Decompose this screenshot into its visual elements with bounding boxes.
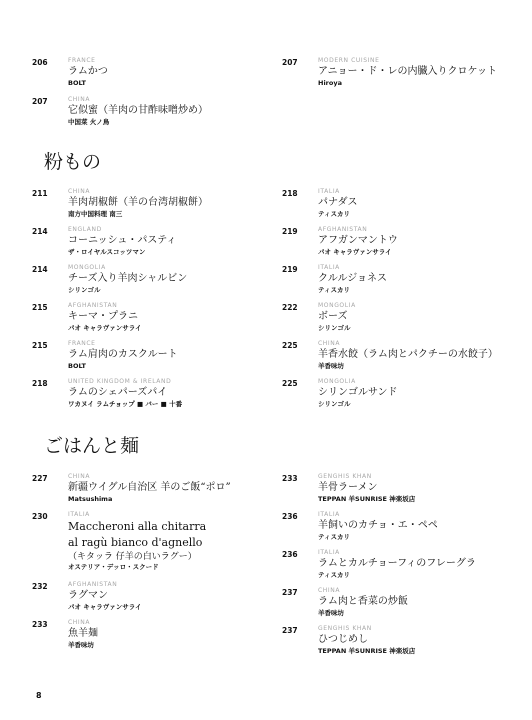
menu-entry bbox=[32, 264, 262, 302]
section-title-konamono: 粉もの bbox=[44, 151, 102, 173]
menu-entry bbox=[282, 264, 512, 302]
entry-dish-name: 新疆ウイグル自治区 羊のご飯“ポロ” bbox=[68, 482, 231, 493]
menu-entry bbox=[32, 340, 262, 378]
entry-country: MONGOLIA bbox=[318, 302, 356, 309]
entry-country: UNITED KINGDOM & IRELAND bbox=[68, 378, 172, 385]
entry-country: MONGOLIA bbox=[68, 264, 106, 271]
entry-restaurant: ティスカリ bbox=[318, 286, 350, 294]
entry-dish-name-line2: al ragù bianco d'agnello bbox=[68, 536, 203, 549]
entry-restaurant: オステリア・デッロ・スクード bbox=[68, 563, 159, 571]
entry-dish-name: ラム肩肉のカスクルート bbox=[68, 349, 178, 360]
entry-dish-name: ラグマン bbox=[68, 590, 108, 601]
entry-page-number: 232 bbox=[32, 582, 48, 591]
entry-page-number: 227 bbox=[32, 474, 48, 483]
menu-entry bbox=[32, 581, 262, 619]
entry-page-number: 211 bbox=[32, 189, 48, 198]
entry-restaurant: TEPPAN 羊SUNRISE 神楽坂店 bbox=[318, 647, 416, 655]
entry-dish-name: 它似蜜（羊肉の甘酢味噌炒め） bbox=[68, 105, 208, 116]
section-title-gohan-to-men: ごはんと麺 bbox=[44, 435, 140, 457]
menu-entry bbox=[282, 226, 512, 264]
menu-entry bbox=[32, 188, 262, 226]
entry-country: AFGHANISTAN bbox=[318, 226, 368, 233]
entry-dish-name: チーズ入り羊肉シャルビン bbox=[68, 273, 188, 284]
entry-country: ITALIA bbox=[318, 188, 340, 195]
entry-country: CHINA bbox=[318, 340, 341, 347]
menu-entry bbox=[282, 549, 512, 587]
entry-page-number: 237 bbox=[282, 588, 298, 597]
entry-dish-name: ボーズ bbox=[318, 311, 348, 322]
section-2-left-column bbox=[32, 473, 262, 657]
entry-country: CHINA bbox=[68, 96, 91, 103]
entry-restaurant: ザ・ロイヤルスコッツマン bbox=[68, 248, 146, 256]
entry-restaurant: 羊香味坊 bbox=[318, 609, 344, 617]
entry-dish-name: シリンゴルサンド bbox=[318, 387, 398, 398]
menu-entry bbox=[32, 511, 262, 581]
entry-page-number: 215 bbox=[32, 341, 48, 350]
entry-page-number: 237 bbox=[282, 626, 298, 635]
entry-restaurant: パオ キャラヴァンサライ bbox=[68, 603, 142, 611]
entry-country: CHINA bbox=[68, 188, 91, 195]
entry-dish-name: パナダス bbox=[318, 197, 358, 208]
entry-dish-name: Maccheroni alla chitarra bbox=[68, 520, 207, 533]
entry-restaurant: シリンゴル bbox=[318, 324, 351, 332]
entry-country: FRANCE bbox=[68, 57, 96, 64]
entry-page-number: 225 bbox=[282, 379, 298, 388]
entry-dish-name: ラムのシェパーズパイ bbox=[68, 387, 168, 398]
entry-country: FRANCE bbox=[68, 340, 96, 347]
entry-page-number: 218 bbox=[282, 189, 298, 198]
entry-country: CHINA bbox=[68, 473, 91, 480]
entry-dish-name: クルルジョネス bbox=[318, 273, 387, 284]
menu-entry bbox=[32, 96, 262, 135]
entry-page-number: 219 bbox=[282, 227, 298, 236]
entry-restaurant: ティスカリ bbox=[318, 571, 350, 579]
entry-dish-name: アフガンマントウ bbox=[318, 235, 398, 246]
entry-country: CHINA bbox=[68, 619, 91, 626]
menu-entry bbox=[282, 511, 512, 549]
menu-entry bbox=[282, 473, 512, 511]
menu-entry bbox=[32, 302, 262, 340]
entry-page-number: 207 bbox=[282, 58, 298, 67]
entry-dish-name: アニョー・ド・レの内臓入りクロケット bbox=[318, 66, 497, 77]
entry-dish-name: ひつじめし bbox=[318, 634, 368, 645]
menu-entry bbox=[282, 302, 512, 340]
menu-entry bbox=[282, 57, 512, 96]
entry-page-number: 206 bbox=[32, 58, 48, 67]
entry-page-number: 225 bbox=[282, 341, 298, 350]
entry-dish-name: 羊香水餃（ラム肉とパクチーの水餃子） bbox=[318, 349, 498, 360]
entry-restaurant: シリンゴル bbox=[68, 286, 101, 294]
menu-entry bbox=[282, 340, 512, 378]
menu-entry bbox=[32, 473, 262, 511]
section-1-right-column bbox=[282, 188, 512, 416]
entry-restaurant: ティスカリ bbox=[318, 533, 350, 541]
entry-country: GENGHIS KHAN bbox=[318, 625, 372, 632]
section-0-left-column bbox=[32, 57, 262, 135]
page-number: 8 bbox=[36, 691, 42, 700]
entry-country: CHINA bbox=[318, 587, 341, 594]
entry-dish-name-line3: （キタッラ 仔羊の白いラグー） bbox=[68, 552, 197, 562]
entry-page-number: 214 bbox=[32, 265, 48, 274]
menu-entry bbox=[282, 587, 512, 625]
entry-restaurant: TEPPAN 羊SUNRISE 神楽坂店 bbox=[318, 495, 416, 503]
entry-country: ITALIA bbox=[318, 549, 340, 556]
entry-page-number: 233 bbox=[282, 474, 298, 483]
entry-restaurant: シリンゴル bbox=[318, 400, 351, 408]
entry-restaurant: パオ キャラヴァンサライ bbox=[318, 248, 392, 256]
entry-country: ITALIA bbox=[318, 511, 340, 518]
entry-page-number: 214 bbox=[32, 227, 48, 236]
entry-restaurant: BOLT bbox=[68, 362, 86, 370]
entry-country: AFGHANISTAN bbox=[68, 302, 118, 309]
menu-entry bbox=[32, 619, 262, 657]
entry-dish-name: 羊飼いのカチョ・エ・ペペ bbox=[318, 520, 438, 531]
entry-country: GENGHIS KHAN bbox=[318, 473, 372, 480]
entry-country: ITALIA bbox=[318, 264, 340, 271]
entry-page-number: 218 bbox=[32, 379, 48, 388]
section-0-right-column bbox=[282, 57, 512, 96]
entry-restaurant: 南方中国料理 南三 bbox=[68, 210, 123, 218]
menu-entry bbox=[282, 378, 512, 416]
entry-dish-name: 羊肉胡椒餅（羊の台湾胡椒餅） bbox=[68, 197, 208, 208]
entry-dish-name: 羊骨ラーメン bbox=[318, 482, 378, 493]
entry-country: MONGOLIA bbox=[318, 378, 356, 385]
entry-restaurant: ティスカリ bbox=[318, 210, 350, 218]
entry-page-number: 233 bbox=[32, 620, 48, 629]
section-2-right-column bbox=[282, 473, 512, 663]
menu-entry bbox=[282, 625, 512, 663]
entry-country: ITALIA bbox=[68, 511, 90, 518]
entry-country: AFGHANISTAN bbox=[68, 581, 118, 588]
menu-entry bbox=[32, 378, 262, 416]
entry-restaurant: Matsushima bbox=[68, 495, 113, 503]
entry-country: ENGLAND bbox=[68, 226, 102, 233]
entry-page-number: 236 bbox=[282, 512, 298, 521]
entry-restaurant: BOLT bbox=[68, 79, 86, 87]
entry-page-number: 222 bbox=[282, 303, 298, 312]
entry-page-number: 236 bbox=[282, 550, 298, 559]
entry-page-number: 207 bbox=[32, 97, 48, 106]
entry-restaurant: 羊香味坊 bbox=[68, 641, 94, 649]
entry-dish-name: コーニッシュ・パスティ bbox=[68, 235, 177, 246]
entry-restaurant: パオ キャラヴァンサライ bbox=[68, 324, 142, 332]
entry-country: MODERN CUISINE bbox=[318, 57, 380, 64]
menu-entry bbox=[32, 226, 262, 264]
entry-page-number: 219 bbox=[282, 265, 298, 274]
entry-restaurant: 羊香味坊 bbox=[318, 362, 344, 370]
entry-dish-name: キーマ・プラニ bbox=[68, 311, 138, 322]
entry-dish-name: ラム肉と香菜の炒飯 bbox=[318, 596, 408, 607]
menu-entry bbox=[282, 188, 512, 226]
section-1-left-column bbox=[32, 188, 262, 416]
entry-dish-name: ラムかつ bbox=[68, 66, 108, 77]
entry-dish-name: 魚羊麺 bbox=[68, 628, 98, 639]
menu-entry bbox=[32, 57, 262, 96]
entry-page-number: 230 bbox=[32, 512, 48, 521]
entry-restaurant: 中国菜 火ノ鳥 bbox=[68, 118, 110, 126]
entry-page-number: 215 bbox=[32, 303, 48, 312]
entry-restaurant: ワカヌイ ラムチョップ ■ バー ■ 十番 bbox=[68, 400, 183, 408]
entry-dish-name: ラムとカルチョーフィのフレーグラ bbox=[318, 558, 476, 569]
entry-restaurant: Hiroya bbox=[318, 79, 342, 87]
